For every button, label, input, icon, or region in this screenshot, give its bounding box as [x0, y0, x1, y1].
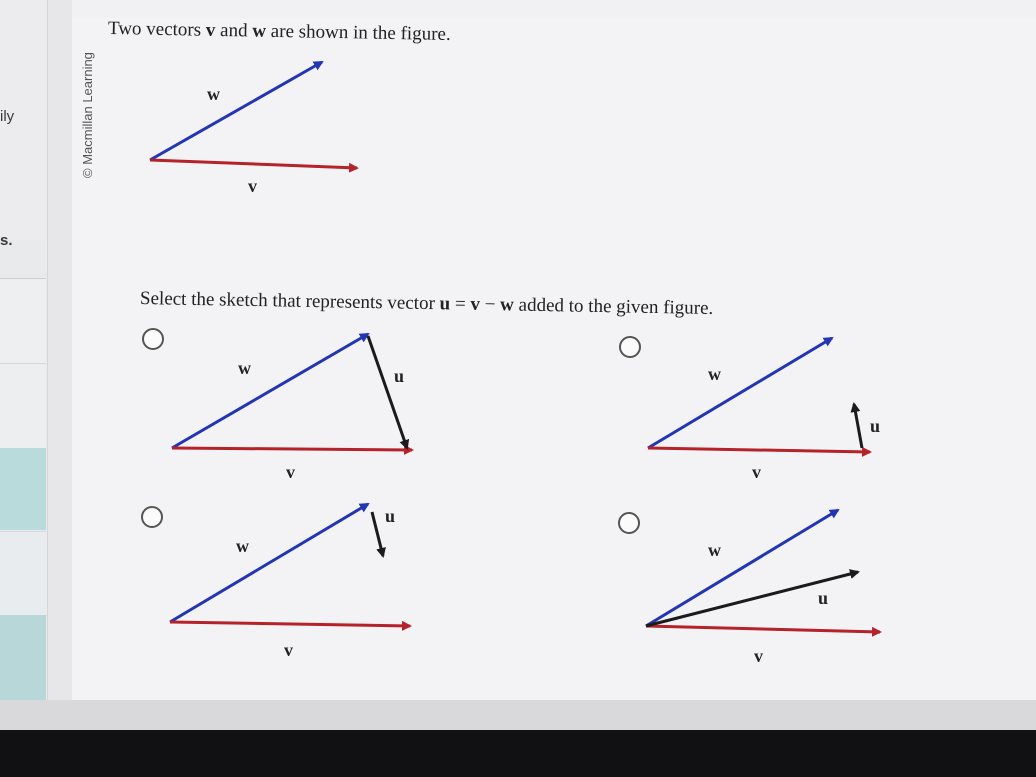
option-d-w-label: w	[708, 540, 721, 560]
vector-v-arrow	[172, 448, 412, 450]
vector-v-symbol: v	[205, 19, 216, 41]
option-d-radio[interactable]	[618, 512, 640, 534]
option-b-v-label: v	[752, 462, 761, 482]
question-text: Two vectors	[107, 18, 207, 41]
option-c-w-label: w	[236, 536, 249, 556]
vector-w-arrow	[170, 504, 368, 622]
option-b-radio[interactable]	[619, 336, 641, 358]
question-text: and	[215, 19, 253, 42]
vector-v-symbol: v	[470, 293, 481, 315]
prompt-text: =	[450, 293, 471, 315]
option-a-u-label: u	[394, 366, 405, 386]
copyright-credit: © Macmillan Learning	[80, 52, 95, 178]
vector-u-symbol: u	[439, 293, 451, 315]
option-d-figure	[646, 510, 880, 632]
option-b-figure	[648, 338, 870, 452]
vector-v-arrow	[170, 622, 410, 626]
option-a-radio[interactable]	[142, 328, 164, 350]
option-b-u-label: u	[870, 416, 881, 436]
screen-bottom-edge	[0, 700, 1036, 730]
option-c-radio[interactable]	[141, 506, 163, 528]
option-c-figure	[170, 504, 410, 626]
option-c-u-label: u	[385, 506, 396, 526]
option-a-w-label: w	[238, 358, 251, 378]
vector-w-symbol: w	[252, 20, 267, 42]
given-figure	[150, 62, 357, 168]
vector-v-arrow	[646, 626, 880, 632]
option-b-w-label: w	[708, 364, 721, 384]
vector-u-arrow	[368, 336, 407, 448]
question-text: are shown in the figure.	[265, 20, 451, 45]
vector-v-arrow	[648, 448, 870, 452]
sidebar-text-fragment: ily	[0, 108, 15, 125]
monitor-bezel	[0, 730, 1036, 777]
option-a-figure	[172, 334, 412, 450]
vector-w-arrow	[150, 62, 322, 160]
option-a-v-label: v	[286, 462, 295, 482]
given-w-label: w	[207, 84, 220, 104]
vector-w-symbol: w	[499, 294, 515, 316]
given-v-label: v	[248, 176, 257, 196]
vector-v-arrow	[150, 160, 357, 168]
vector-w-arrow	[648, 338, 832, 448]
prompt-text: −	[479, 293, 501, 316]
option-d-u-label: u	[818, 588, 829, 608]
option-c-v-label: v	[284, 640, 293, 660]
prompt-text: Select the sketch that represents vector	[139, 288, 440, 315]
sidebar-text-fragment: s.	[0, 232, 13, 249]
vector-u-arrow	[372, 512, 383, 556]
vector-u-arrow	[854, 404, 862, 448]
vector-w-arrow	[172, 334, 368, 448]
option-d-v-label: v	[754, 646, 763, 666]
vector-w-arrow	[646, 510, 838, 626]
prompt-text: added to the given figure.	[513, 294, 714, 320]
